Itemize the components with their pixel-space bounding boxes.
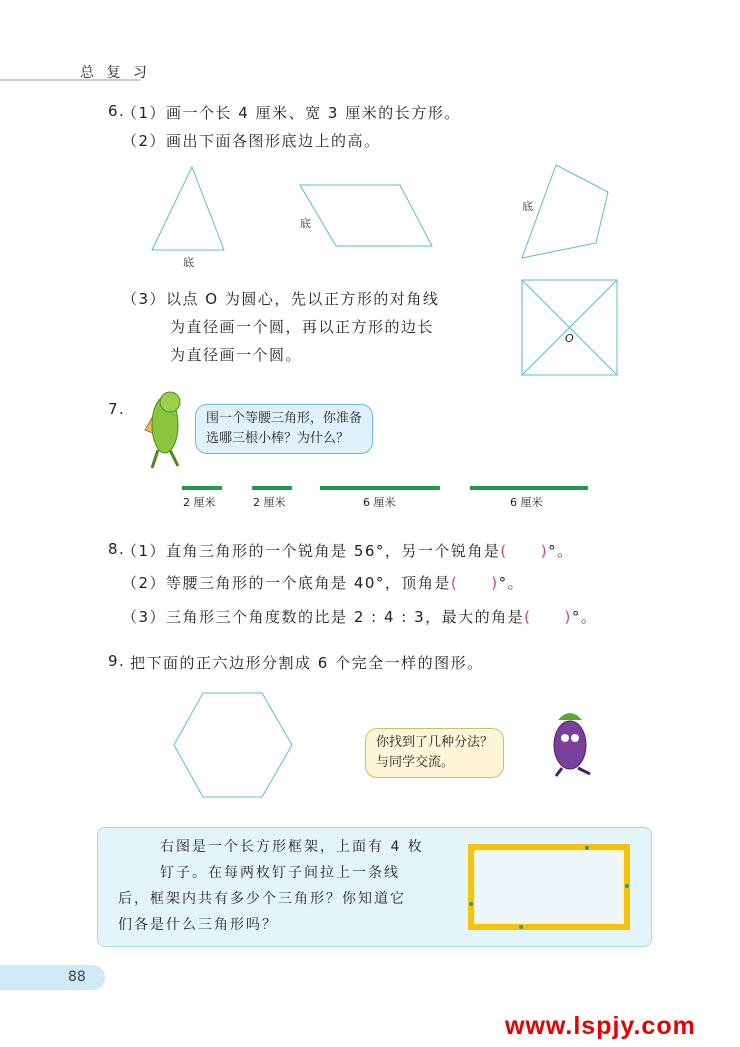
rectangle-frame-figure	[468, 844, 630, 930]
triangle-base-label: 底	[183, 256, 194, 269]
bubble-line: 围一个等腰三角形，你准备	[206, 411, 363, 426]
q9-number: 9.	[108, 652, 126, 670]
nail-dot	[469, 902, 473, 906]
item-suffix: °。	[498, 574, 525, 592]
answer-blank[interactable]: ( )	[450, 574, 499, 592]
nail-dot	[585, 846, 589, 850]
page-number-tab	[0, 965, 105, 990]
bubble-line: 与同学交流。	[376, 755, 455, 770]
answer-blank[interactable]: ( )	[524, 608, 572, 626]
q7-number: 7.	[108, 400, 126, 418]
bubble-line: 选哪三根小棒？为什么？	[206, 431, 350, 446]
item-suffix: °。	[548, 542, 574, 560]
q8-item-3	[122, 606, 597, 627]
item-text: （3）三角形三个角度数的比是 2 : 4 : 3，最大的角是	[122, 608, 525, 626]
nail-dot	[519, 925, 523, 929]
answer-blank[interactable]: ( )	[500, 542, 549, 560]
mascot-eggplant-icon	[554, 713, 590, 776]
challenge-box	[97, 827, 652, 947]
quadrilateral-figure	[522, 165, 608, 258]
watermark: www.lspjy.com	[505, 1012, 696, 1040]
q6-part3-line1: （3）以点 O 为圆心，先以正方形的对角线	[122, 290, 440, 308]
parallelogram-base-label: 底	[300, 217, 311, 230]
q6-part3-line3: 为直径画一个圆。	[170, 346, 303, 364]
nail-dot	[625, 884, 629, 888]
quadrilateral-base-label: 底	[522, 200, 533, 213]
section-header: 总 复 习	[80, 65, 151, 81]
q6-part1: （1）画一个长 4 厘米、宽 3 厘米的长方形。	[122, 104, 461, 122]
triangle-figure	[152, 167, 224, 250]
q6-part3-line2: 为直径画一个圆，再以正方形的边长	[170, 318, 435, 336]
parallelogram-figure	[300, 185, 432, 246]
challenge-line: 们各是什么三角形吗？	[118, 917, 278, 933]
challenge-line: 右图是一个长方形框架，上面有 4 枚	[160, 839, 424, 855]
bubble-line: 你找到了几种分法？	[376, 735, 494, 750]
stick-label: 2 厘米	[253, 496, 286, 509]
q9-speech-bubble	[365, 728, 504, 778]
mascot-grasshopper-icon	[145, 392, 180, 468]
page-number: 88	[68, 969, 86, 985]
stick-label: 6 厘米	[363, 496, 396, 509]
stick-label: 2 厘米	[183, 496, 216, 509]
q9-text: 把下面的正六边形分割成 6 个完全一样的图形。	[130, 654, 484, 672]
hexagon-figure	[174, 693, 292, 797]
q8-item-2	[122, 572, 524, 593]
q6-number: 6.	[108, 102, 126, 120]
q7-speech-bubble	[195, 404, 373, 454]
challenge-line: 后，框架内共有多少个三角形？你知道它	[118, 891, 406, 907]
item-text: （2）等腰三角形的一个底角是 40°，顶角是	[122, 574, 451, 592]
q8-item-1	[122, 540, 574, 561]
square-figure	[522, 280, 617, 375]
stick-label: 6 厘米	[510, 496, 543, 509]
q8-number: 8.	[108, 540, 126, 558]
q6-part2: （2）画出下面各图形底边上的高。	[122, 132, 381, 150]
point-o-label: O	[565, 332, 574, 345]
item-text: （1）直角三角形的一个锐角是 56°，另一个锐角是	[122, 542, 501, 560]
item-suffix: °。	[571, 608, 598, 626]
challenge-line: 钉子。在每两枚钉子间拉上一条线	[160, 865, 400, 881]
